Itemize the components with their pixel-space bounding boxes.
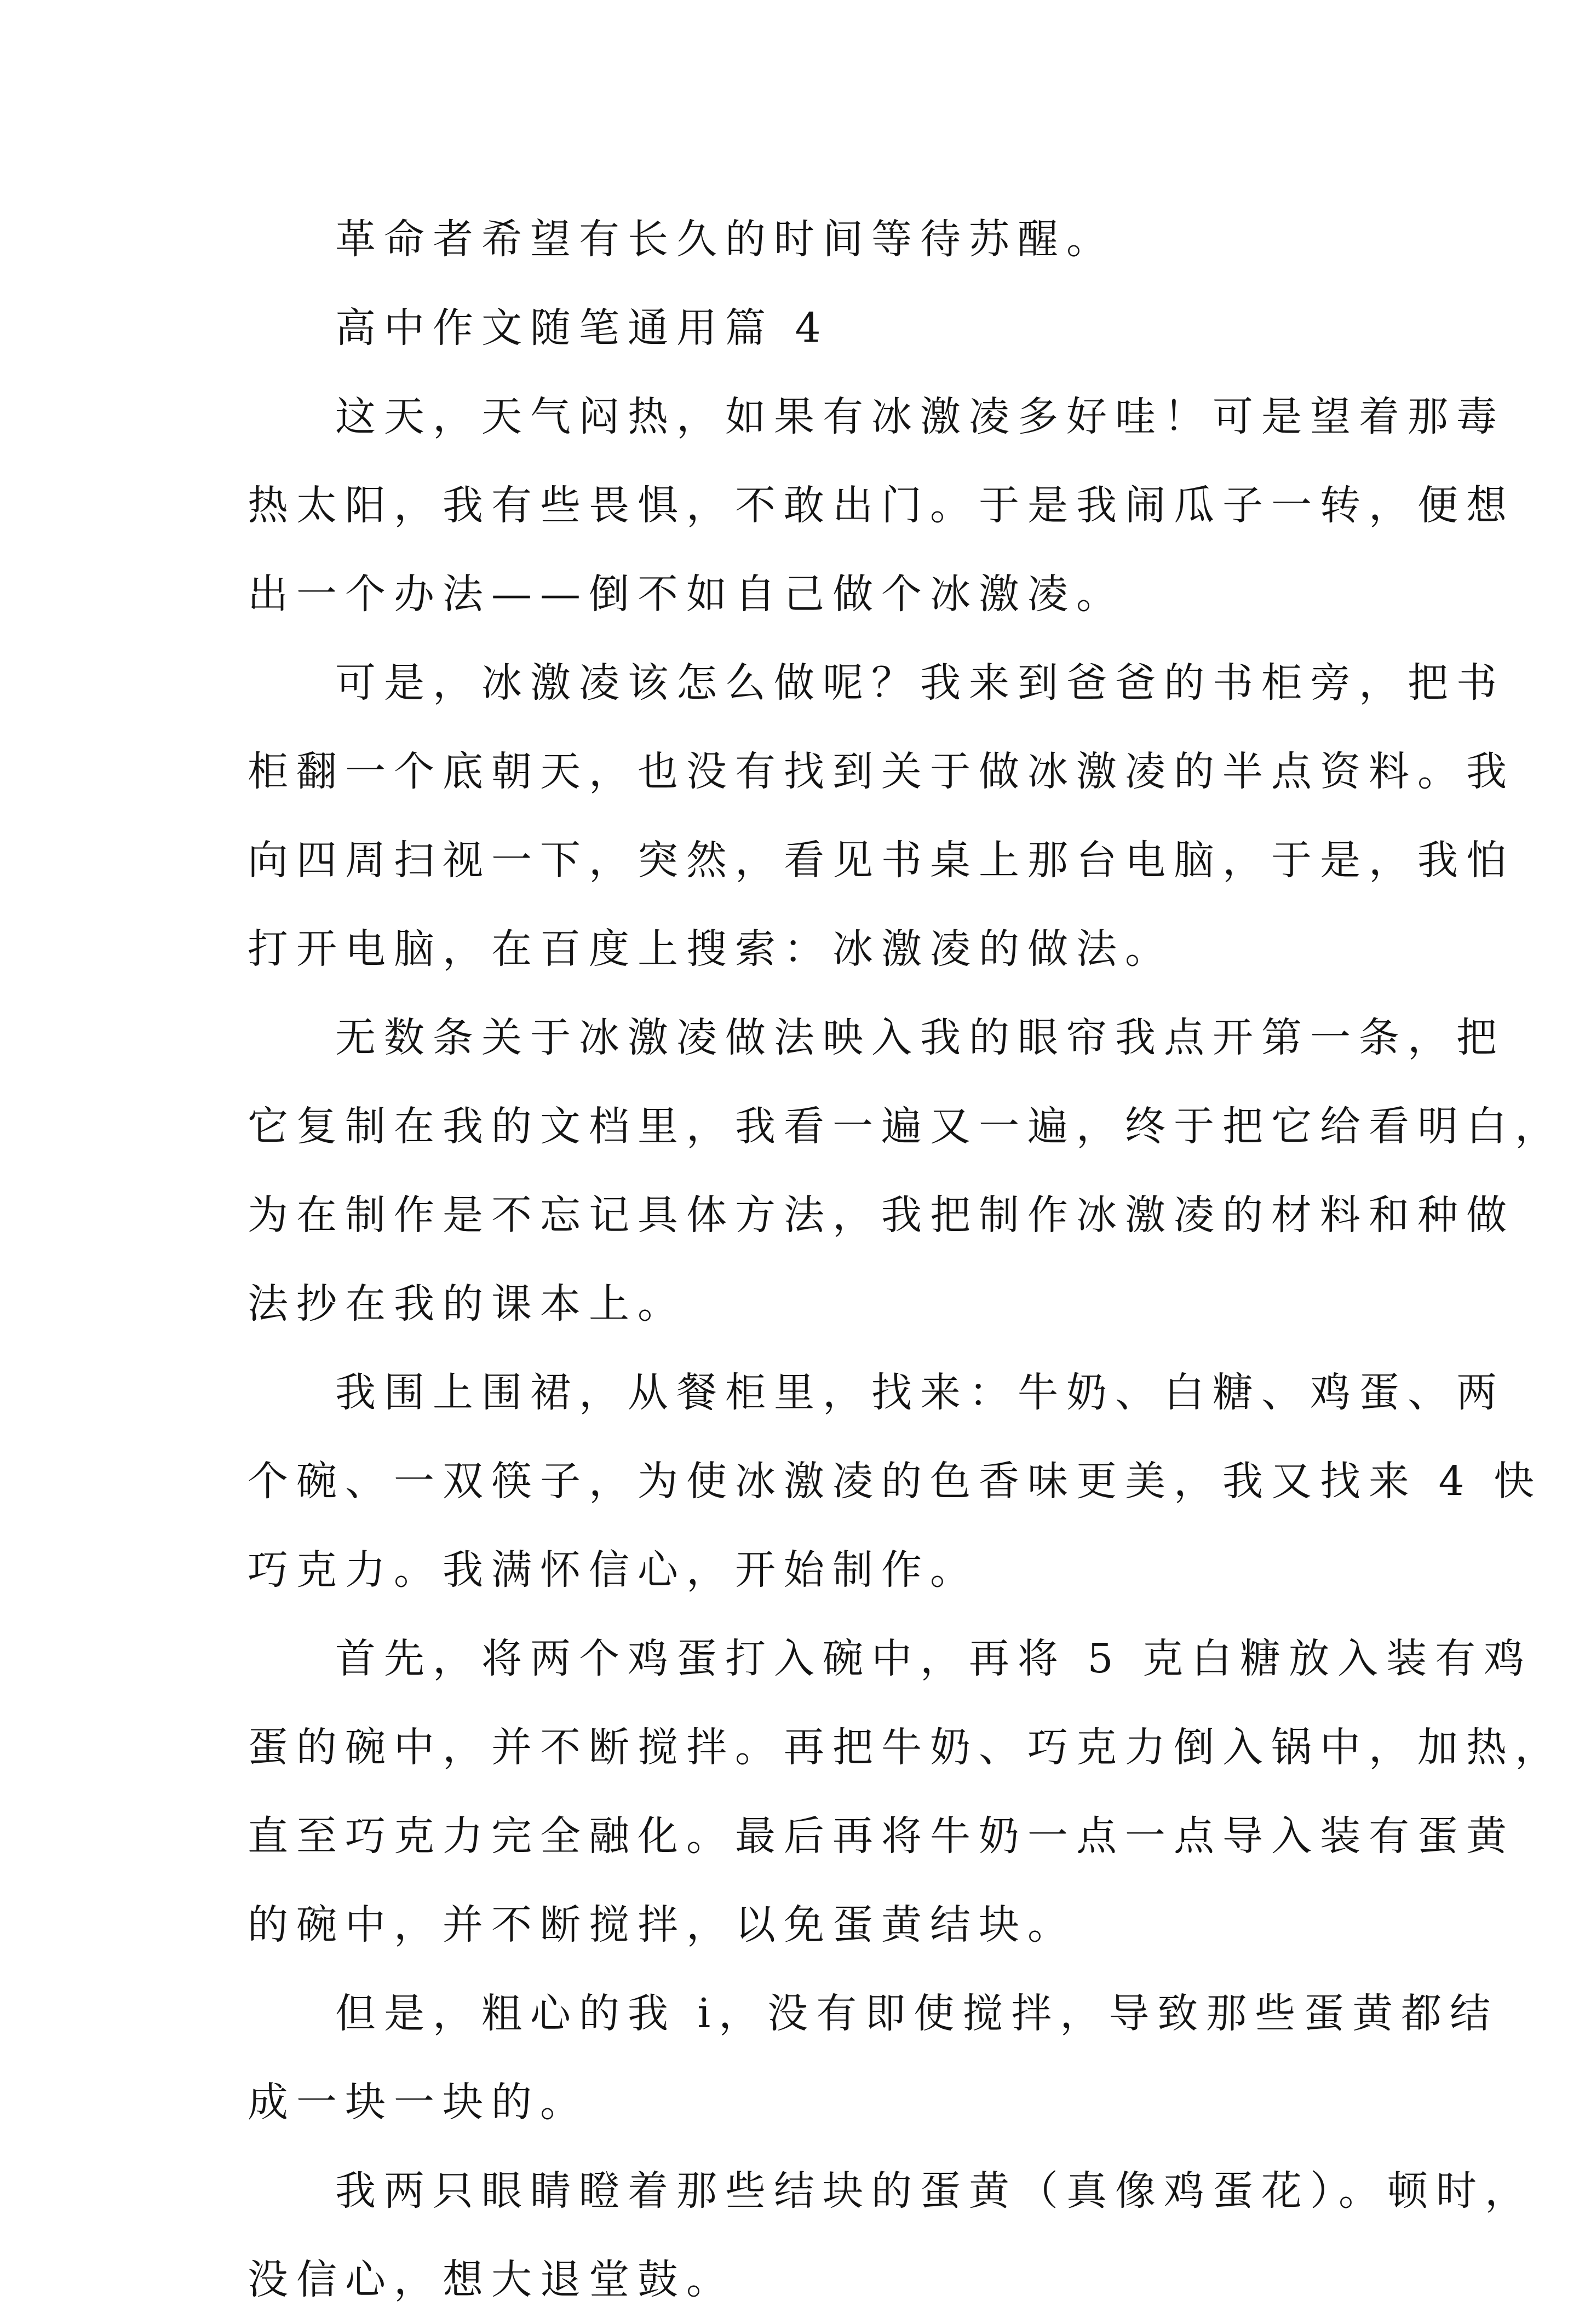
paragraph-line: 没信心，想大退堂鼓。 [248, 2256, 735, 2303]
paragraph-line: 我围上围裙，从餐柜里，找来：牛奶、白糖、鸡蛋、两 [335, 1369, 1505, 1416]
paragraph-line: 为在制作是不忘记具体方法，我把制作冰激凌的材料和种做 [248, 1192, 1515, 1239]
paragraph-line: 的碗中，并不断搅拌，以免蛋黄结块。 [248, 1901, 1076, 1948]
paragraph-line: 它复制在我的文档里，我看一遍又一遍，终于把它给看明白， [248, 1103, 1564, 1150]
paragraph-line: 蛋的碗中，并不断搅拌。再把牛奶、巧克力倒入锅中，加热， [248, 1724, 1564, 1771]
section-heading: 高中作文随笔通用篇 4 [335, 304, 829, 352]
paragraph-line: 可是，冰激凌该怎么做呢？我来到爸爸的书柜旁，把书 [335, 659, 1505, 706]
paragraph-line: 出一个办法——倒不如自己做个冰激凌。 [248, 571, 1125, 618]
paragraph-line: 个碗、一双筷子，为使冰激凌的色香味更美，我又找来 4 快 [248, 1458, 1543, 1505]
paragraph-line: 巧克力。我满怀信心，开始制作。 [248, 1546, 979, 1594]
paragraph-line: 我两只眼睛瞪着那些结块的蛋黄（真像鸡蛋花）。顿时， [335, 2167, 1534, 2214]
paragraph-line: 成一块一块的。 [248, 2079, 589, 2126]
paragraph-line: 这天，天气闷热，如果有冰激凌多好哇！可是望着那毒 [335, 393, 1505, 440]
paragraph-line: 但是，粗心的我 i，没有即使搅拌，导致那些蛋黄都结 [335, 1990, 1499, 2037]
paragraph-line: 无数条关于冰激凌做法映入我的眼帘我点开第一条，把 [335, 1014, 1505, 1061]
paragraph-line: 直至巧克力完全融化。最后再将牛奶一点一点导入装有蛋黄 [248, 1813, 1515, 1860]
paragraph-line: 革命者希望有长久的时间等待苏醒。 [335, 216, 1115, 263]
paragraph-line: 向四周扫视一下，突然，看见书桌上那台电脑，于是，我怕 [248, 837, 1515, 884]
paragraph-line: 热太阳，我有些畏惧，不敢出门。于是我闹瓜子一转，便想 [248, 482, 1515, 529]
document-body [248, 195, 1564, 2324]
paragraph-line: 法抄在我的课本上。 [248, 1280, 686, 1327]
paragraph-line: 首先，将两个鸡蛋打入碗中，再将 5 克白糖放入装有鸡 [335, 1635, 1533, 1682]
paragraph-line: 打开电脑，在百度上搜索：冰激凌的做法。 [248, 925, 1174, 973]
paragraph-line: 柜翻一个底朝天，也没有找到关于做冰激凌的半点资料。我 [248, 748, 1515, 795]
